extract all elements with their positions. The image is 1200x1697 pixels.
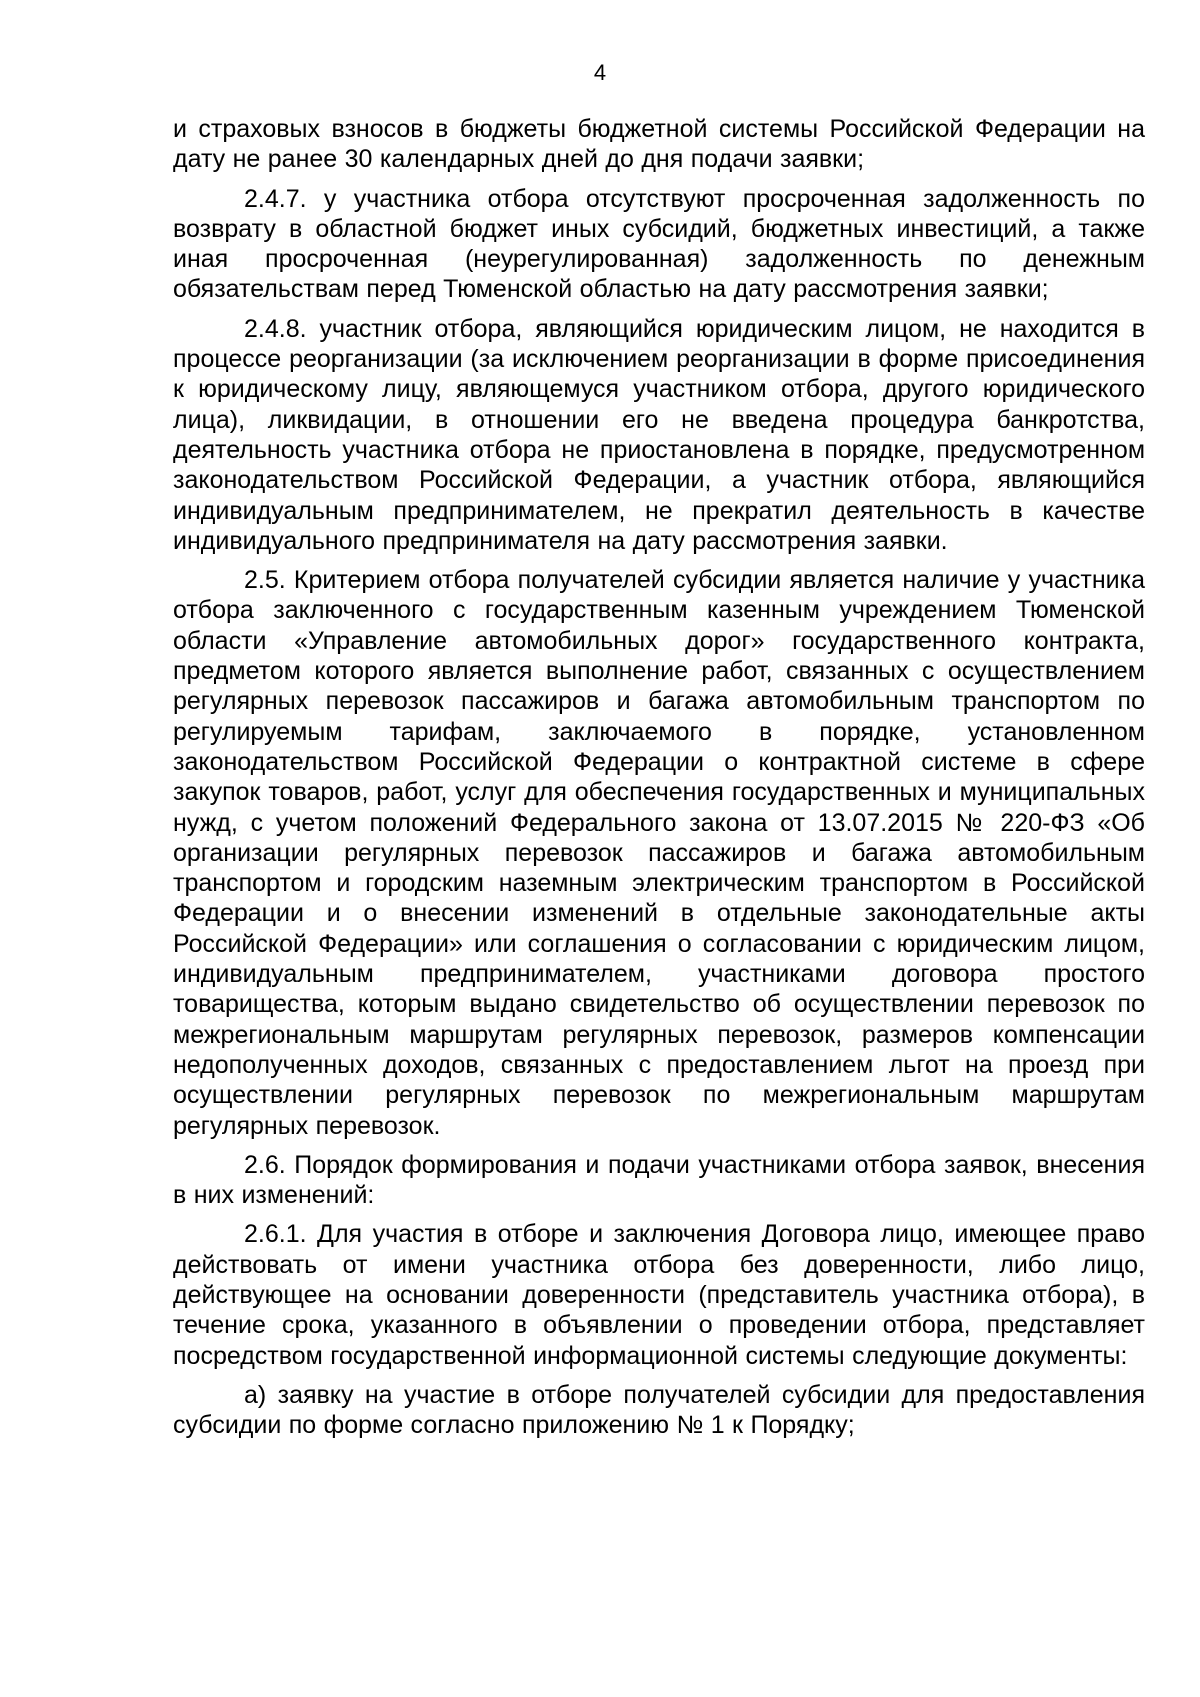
paragraph-2-6-1: 2.6.1. Для участия в отборе и заключения Договора лицо, имеющее право действовать от имени участника отбора без доверенности, либо лицо, действующее на основании доверенности (представитель участника отбора), в течение срока, указанного в объявлении о проведении отбора, представляет посредством государственной информационной системы следующие документы: — [173, 1220, 1145, 1370]
paragraph-continuation: и страховых взносов в бюджеты бюджетной системы Российской Федерации на дату не ранее 30 календарных дней до дня подачи заявки; — [173, 115, 1145, 174]
paragraph-2-4-8: 2.4.8. участник отбора, являющийся юридическим лицом, не находится в процессе реорганизации (за исключением реорганизации в форме присоединения к юридическому лицу, являющемуся участником отбора, другого юридического лица), ликвидации, в отношении его не введена процедура банкротства, деятельность участника отбора не приостановлена в порядке, предусмотренном законодательством Российской Федерации, а участник отбора, являющийся индивидуальным предпринимателем, не прекратил деятельность в качестве индивидуального предпринимателя на дату рассмотрения заявки. — [173, 314, 1145, 555]
document-body — [173, 114, 1145, 1449]
paragraph-item-a: а) заявку на участие в отборе получателей субсидии для предоставления субсидии по форме согласно приложению № 1 к Порядку; — [173, 1380, 1145, 1440]
paragraph-2-6: 2.6. Порядок формирования и подачи участниками отбора заявок, внесения в них изменений: — [173, 1150, 1145, 1210]
paragraph-2-4-7: 2.4.7. у участника отбора отсутствуют просроченная задолженность по возврату в областной бюджет иных субсидий, бюджетных инвестиций, а также иная просроченная (неурегулированная) задолженность по денежным обязательствам перед Тюменской областью на дату рассмотрения заявки; — [173, 184, 1145, 304]
paragraph-2-5: 2.5. Критерием отбора получателей субсидии является наличие у участника отбора заключенного с государственным казенным учреждением Тюменской области «Управление автомобильных дорог» государственного контракта, предметом которого является выполнение работ, связанных с осуществлением регулярных перевозок пассажиров и багажа автомобильным транспортом по регулируемым тарифам, заключаемого в порядке, установленном законодательством Российской Федерации о контрактной системе в сфере закупок товаров, работ, услуг для обеспечения государственных и муниципальных нужд, с учетом положений Федерального закона от 13.07.2015 № 220-ФЗ «Об организации регулярных перевозок пассажиров и багажа автомобильным транспортом и городским наземным электрическим транспортом в Российской Федерации и о внесении изменений в отдельные законодательные акты Российской Федерации» или соглашения о согласовании с юридическим лицом, индивидуальным предпринимателем, участниками договора простого товарищества, которым выдано свидетельство об осуществлении перевозок по межрегиональным маршрутам регулярных перевозок, размеров компенсации недополученных доходов, связанных с предоставлением льгот на проезд при осуществлении регулярных перевозок по межрегиональным маршрутам регулярных перевозок. — [173, 566, 1145, 1140]
page-number: 4 — [593, 60, 607, 85]
